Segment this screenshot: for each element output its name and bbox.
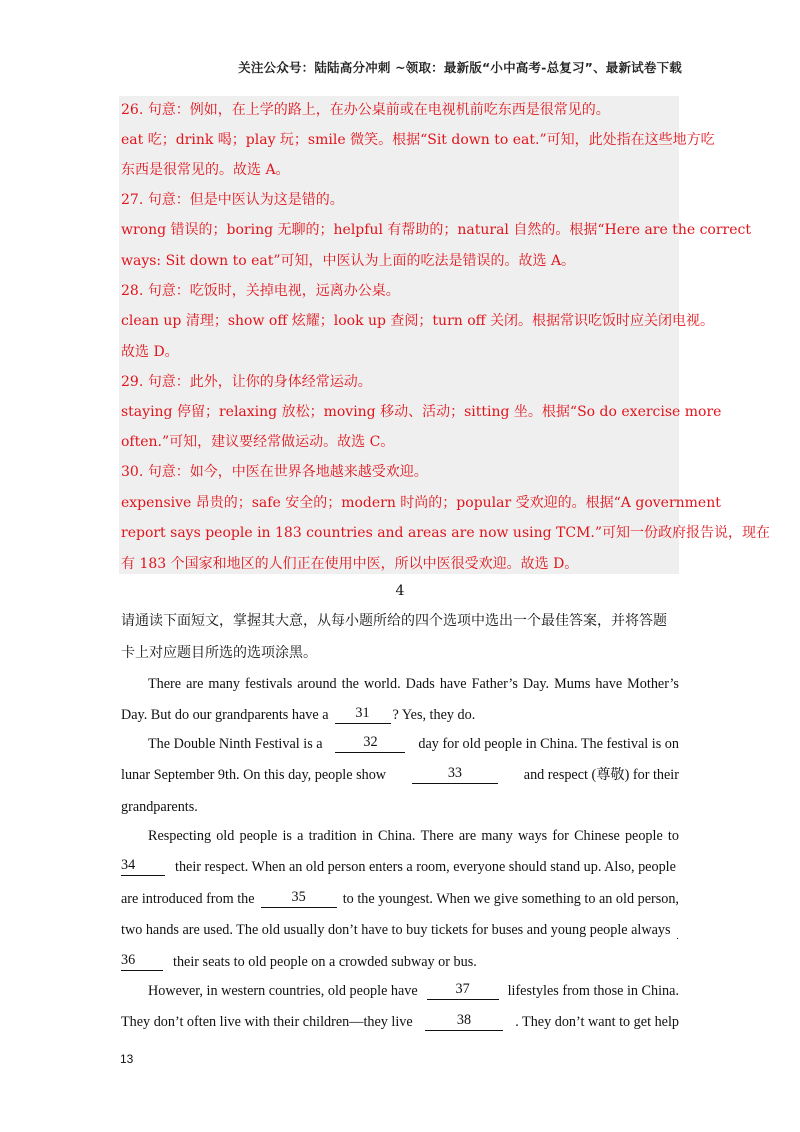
passage-line bbox=[148, 827, 679, 845]
instruction-line-1: 请通读下面短文，掌握其大意，从每小题所给的四个选项中选出一个最佳答案，并将答题 bbox=[121, 613, 667, 629]
word: Father’s bbox=[471, 676, 518, 692]
answer-line: 29. 句意：此外，让你的身体经常运动。 bbox=[121, 374, 372, 390]
passage-line bbox=[148, 675, 679, 693]
word: world. bbox=[363, 676, 401, 692]
blank-31[interactable]: 31 bbox=[335, 706, 391, 724]
passage-line: two hands are used. The old usually don’t have to buy tickets for buses and young people always bbox=[121, 922, 671, 938]
answer-line: staying 停留；relaxing 放松；moving 移动、活动；sitting 坐。根据“So do exercise more bbox=[121, 404, 722, 420]
blank-36[interactable]: 36 bbox=[121, 953, 163, 971]
word: There bbox=[420, 828, 454, 844]
passage-line: lunar September 9th. On this day, people show 33 and respect (尊敬) for their bbox=[121, 765, 679, 783]
word: China. bbox=[378, 828, 416, 844]
answer-line: expensive 昂贵的；safe 安全的；modern 时尚的；popular 受欢迎的。根据“A government bbox=[121, 495, 721, 511]
page-header: 关注公众号：陆陆高分冲刺 ~领取：最新版“小中高考-总复习”、最新试卷下载 bbox=[238, 60, 682, 75]
word: are bbox=[186, 676, 204, 692]
blank-33[interactable]: 33 bbox=[412, 766, 498, 784]
word: a bbox=[297, 828, 304, 844]
word: Mums bbox=[554, 676, 591, 692]
word: for bbox=[552, 828, 569, 844]
answer-line: report says people in 183 countries and areas are now using TCM.”可知一份政府报告说，现在 bbox=[121, 525, 771, 541]
word: are bbox=[458, 828, 477, 844]
answer-line: ways: Sit down to eat”可知，中医认为上面的吃法是错误的。故选 A。 bbox=[121, 253, 576, 269]
word: is bbox=[282, 828, 292, 844]
answer-line: eat 吃；drink 喝；play 玩；smile 微笑。根据“Sit down to eat.”可知，此处指在这些地方吃 bbox=[121, 132, 715, 148]
answer-line: 故选 D。 bbox=[121, 344, 179, 360]
passage-line: They don’t often live with their children—they live 38 . They don’t want to get help bbox=[121, 1012, 679, 1030]
answer-line: 28. 句意：吃饭时，关掉电视，远离办公桌。 bbox=[121, 283, 400, 299]
answer-line: 30. 句意：如今，中医在世界各地越来越受欢迎。 bbox=[121, 464, 428, 480]
blank-37[interactable]: 37 bbox=[427, 982, 499, 1000]
blank-34[interactable]: 34 bbox=[121, 858, 165, 876]
word: There bbox=[148, 676, 182, 692]
instruction-line-2: 卡上对应题目所选的选项涂黑。 bbox=[121, 645, 317, 661]
blank-32[interactable]: 32 bbox=[335, 735, 405, 753]
word: the bbox=[341, 676, 359, 692]
word: people bbox=[624, 828, 663, 844]
word: many bbox=[208, 676, 240, 692]
word: many bbox=[481, 828, 513, 844]
word: around bbox=[297, 676, 337, 692]
word: people bbox=[239, 828, 278, 844]
word: old bbox=[216, 828, 235, 844]
passage-line: 36 their seats to old people on a crowded subway or bus. bbox=[121, 952, 477, 970]
passage-line: are introduced from the 35 to the youngest. When we give something to an old person, bbox=[121, 889, 679, 907]
word: festivals bbox=[244, 676, 293, 692]
section-number: 4 bbox=[395, 583, 405, 599]
word: Dads bbox=[405, 676, 435, 692]
answer-line: often.”可知，建议要经常做运动。故选 C。 bbox=[121, 434, 395, 450]
passage-line: grandparents. bbox=[121, 799, 198, 815]
blank-35[interactable]: 35 bbox=[261, 890, 337, 908]
passage-line: 34 their respect. When an old person enters a room, everyone should stand up. Also, people bbox=[121, 857, 676, 875]
blank-38[interactable]: 38 bbox=[425, 1013, 503, 1031]
word: ways bbox=[518, 828, 548, 844]
answer-line: clean up 清理；show off 炫耀；look up 查阅；turn off 关闭。根据常识吃饭时应关闭电视。 bbox=[121, 313, 715, 329]
word: to bbox=[667, 828, 679, 844]
passage-line: Day. But do our grandparents have a 31 ? Yes, they do. bbox=[121, 705, 476, 723]
word: in bbox=[361, 828, 373, 844]
word: Day. bbox=[522, 676, 550, 692]
passage-line: The Double Ninth Festival is a 32 day for old people in China. The festival is on bbox=[148, 734, 679, 752]
word: Respecting bbox=[148, 828, 212, 844]
word: have bbox=[595, 676, 623, 692]
word: have bbox=[439, 676, 467, 692]
answer-line: 26. 句意：例如，在上学的路上，在办公桌前或在电视机前吃东西是很常见的。 bbox=[121, 102, 610, 118]
word: Chinese bbox=[574, 828, 620, 844]
page-number: 13 bbox=[120, 1052, 134, 1066]
answer-line: wrong 错误的；boring 无聊的；helpful 有帮助的；natural 自然的。根据“Here are the correct bbox=[121, 222, 751, 238]
answer-line: 有 183 个国家和地区的人们正在使用中医，所以中医很受欢迎。故选 D。 bbox=[121, 556, 579, 572]
answer-line: 27. 句意：但是中医认为这是错的。 bbox=[121, 192, 344, 208]
answer-line: 东西是很常见的。故选 A。 bbox=[121, 162, 290, 178]
passage-line: However, in western countries, old people have 37 lifestyles from those in China. bbox=[148, 981, 679, 999]
word: Mother’s bbox=[627, 676, 679, 692]
word: tradition bbox=[308, 828, 357, 844]
